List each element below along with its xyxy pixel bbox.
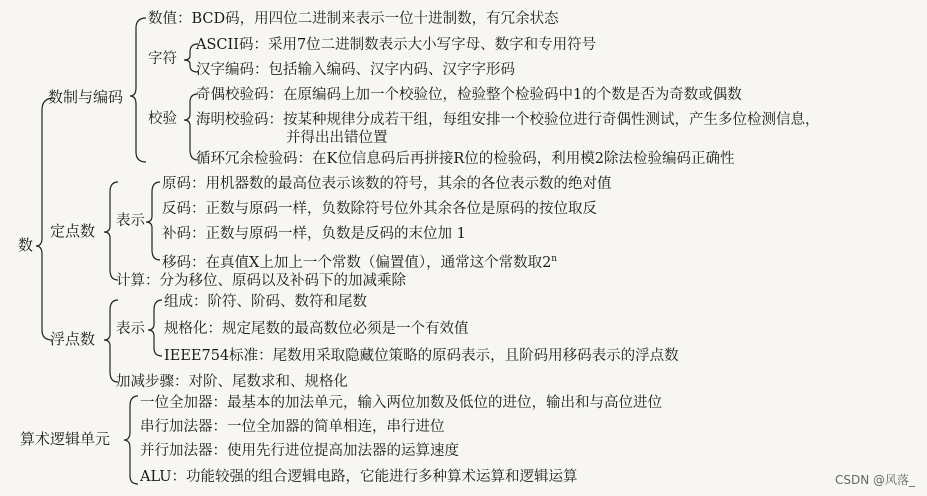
bcd-text: 数值：BCD码，用四位二进制来表示一位十进制数，有冗余状态: [148, 11, 559, 27]
serial-adder-text: 串行加法器：一位全加器的简单相连，串行进位: [140, 419, 445, 435]
alu-definition-text: ALU：功能较强的组合逻辑电路，它能进行多种算术运算和逻辑运算: [140, 469, 578, 485]
fixed-repr-label: 表示: [116, 213, 145, 229]
hamming-text-line1: 海明校验码：按某种规律分成若干组，每组安排一个校验位进行奇偶性测试，产生多位检测信息，: [196, 112, 820, 128]
float-repr-label: 表示: [116, 321, 145, 337]
bracket-float-repr: [148, 300, 162, 356]
parity-text: 奇偶校验码：在原编码上加一个校验位，检验整个检验码中1的个数是否为奇数或偶数: [196, 87, 742, 103]
root-label: 数: [18, 236, 34, 254]
yuanma-text: 原码：用机器数的最高位表示该数的符号，其余的各位表示数的绝对值: [162, 176, 612, 192]
hamming-text-line2: 并得出出错位置: [286, 130, 388, 146]
bracket-shuzhi: [130, 18, 146, 162]
ascii-text: ASCII码：采用7位二进制数表示大小写字母、数字和专用符号: [196, 37, 597, 53]
crc-text: 循环冗余检验码：在K位信息码后再拼接R位的检验码，利用模2除法检验编码正确性: [196, 151, 735, 167]
full-adder-text: 一位全加器：最基本的加法单元，输入两位加数及低位的进位，输出和与高位进位: [140, 395, 662, 411]
alu-label: 算术逻辑单元: [20, 430, 111, 448]
yima-superscript: n: [551, 254, 558, 264]
fanma-text: 反码：正数与原码一样，负数除符号位外其余各位是原码的按位取反: [162, 201, 597, 217]
buma-text: 补码：正数与原码一样，负数是反码的末位加 1: [162, 226, 466, 242]
float-compose-text: 组成：阶符、阶码、数符和尾数: [164, 294, 367, 310]
bracket-root: [36, 98, 54, 340]
shuzhi-label: 数制与编码: [48, 88, 124, 106]
bracket-fixed-repr: [146, 182, 160, 260]
check-label: 校验: [148, 111, 177, 127]
bracket-alu: [124, 396, 138, 484]
bracket-float: [104, 300, 118, 382]
watermark: CSDN @风落_: [834, 473, 915, 487]
float-normalize-text: 规格化：规定尾数的最高数位必须是一个有效值: [164, 321, 469, 337]
float-addsub-text: 加减步骤：对阶、尾数求和、规格化: [116, 374, 348, 390]
float-label: 浮点数: [50, 330, 96, 348]
fixed-label: 定点数: [50, 222, 96, 240]
char-label: 字符: [148, 51, 177, 67]
bracket-fixed: [104, 182, 118, 280]
ieee754-text: IEEE754标准：尾数用采取隐藏位策略的原码表示，且阶码用移码表示的浮点数: [164, 348, 679, 364]
yima-main: 移码：在真值X上加上一个常数（偏置值），通常这个常数取2: [162, 254, 552, 271]
parallel-adder-text: 并行加法器：使用先行进位提高加法器的运算速度: [140, 443, 459, 459]
fixed-calc-text: 计算：分为移位、原码以及补码下的加减乘除: [116, 273, 406, 289]
hanzi-text: 汉字编码：包括输入编码、汉字内码、汉字字形码: [196, 62, 515, 78]
yima-text: [162, 250, 557, 272]
